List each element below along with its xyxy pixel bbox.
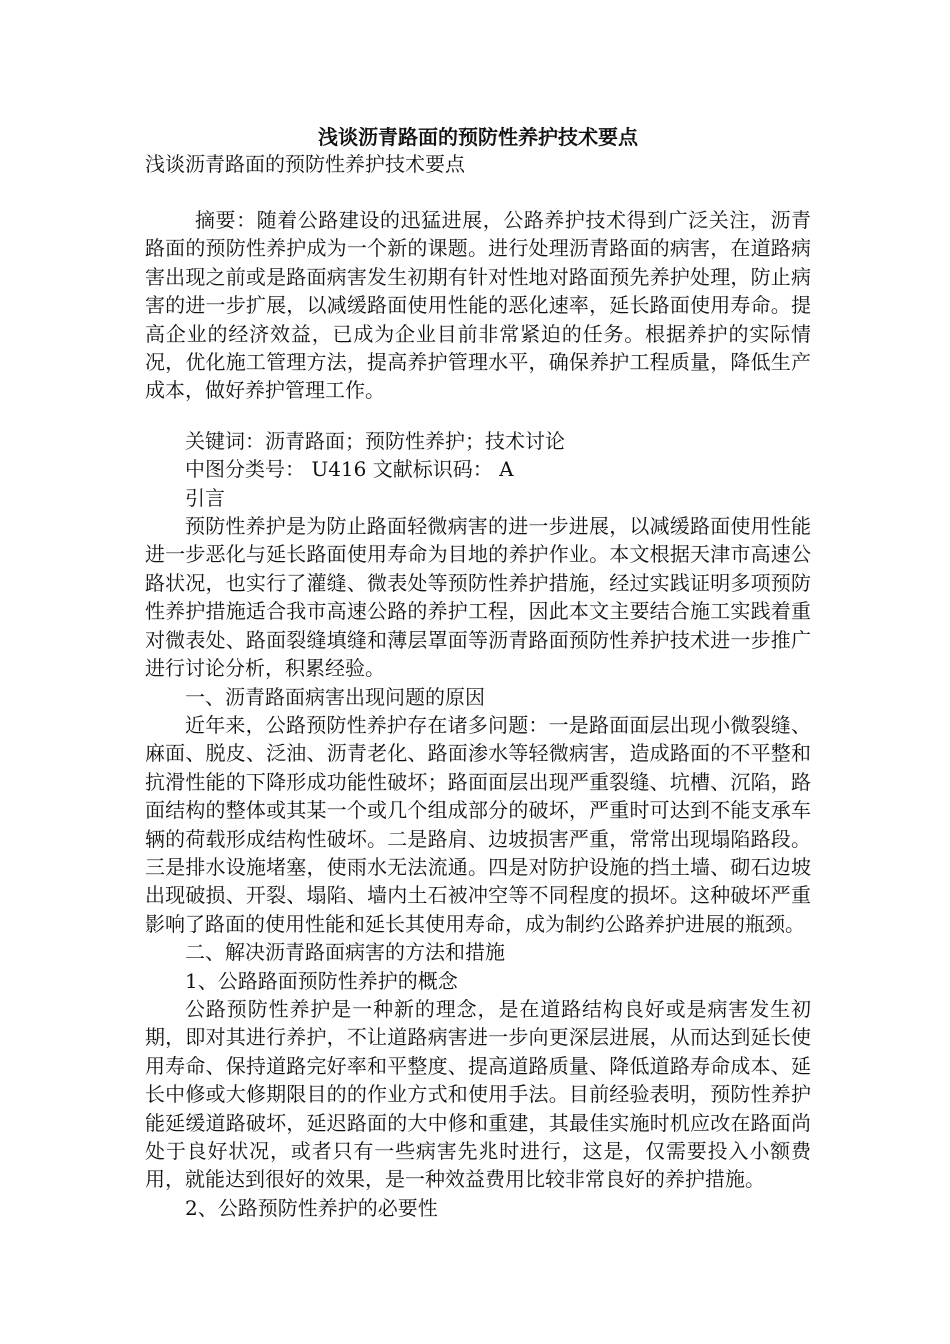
subsection-1-paragraph: 公路预防性养护是一种新的理念，是在道路结构良好或是病害发生初期，即对其进行养护，不让道路病害进一步向更深层进展，从而达到延长使用寿命、保持道路完好率和平整度、提高道路质量、降低道路寿命成本、延长中修或大修期限目的的作业方式和使用手法。目前经验表明，预防性养护能延缓道路破坏，延迟路面的大中修和重建，其最佳实施时机应改在路面尚处于良好状况，或者只有一些病害先兆时进行，这是，仅需要投入小额费用，就能达到很好的效果，是一种效益费用比较非常良好的养护措施。: [145, 996, 811, 1192]
document-title: 浅谈沥青路面的预防性养护技术要点: [318, 125, 638, 149]
document-page: [145, 124, 811, 1222]
subsection-2-heading: 2、公路预防性养护的必要性: [185, 1195, 438, 1220]
abstract-paragraph: 摘要：随着公路建设的迅猛进展，公路养护技术得到广泛关注，沥青路面的预防性养护成为一个新的课题。进行处理沥青路面的病害，在道路病害出现之前或是路面病害发生初期有针对性地对路面预先养护处理，防止病害的进一步扩展，以减缓路面使用性能的恶化速率，延长路面使用寿命。提高企业的经济效益，已成为企业目前非常紧迫的任务。根据养护的实际情况，优化施工管理方法，提高养护管理水平，确保养护工程质量，降低生产成本，做好养护管理工作。: [145, 208, 811, 403]
section-1-heading: 一、沥青路面病害出现问题的原因: [185, 684, 485, 709]
section-2-heading: 二、解决沥青路面病害的方法和措施: [185, 940, 505, 965]
classification-line: 中图分类号： U416 文献标识码： A: [185, 457, 514, 482]
intro-paragraph: 预防性养护是为防止路面轻微病害的进一步进展，以减缓路面使用性能进一步恶化与延长路面使用寿命为目地的养护作业。本文根据天津市高速公路状况，也实行了灌缝、微表处等预防性养护措施，经过实践证明多项预防性养护措施适合我市高速公路的养护工程，因此本文主要结合施工实践着重对微表处、路面裂缝填缝和薄层罩面等沥青路面预防性养护技术进一步推广进行讨论分析，积累经验。: [145, 514, 811, 681]
intro-heading: 引言: [185, 485, 225, 510]
subsection-1-heading: 1、公路路面预防性养护的概念: [185, 968, 458, 993]
blank-spacer: [145, 405, 811, 427]
section-1-paragraph: 近年来，公路预防性养护存在诸多问题：一是路面面层出现小微裂缝、麻面、脱皮、泛油、沥青老化、路面渗水等轻微病害，造成路面的不平整和抗滑性能的下降形成功能性破坏；路面面层出现严重裂缝、坑槽、沉陷，路面结构的整体或其某一个或几个组成部分的破坏，严重时可达到不能支承车辆的荷载形成结构性破坏。二是路肩、边坡损害严重，常常出现塌陷路段。三是排水设施堵塞，使雨水无法流通。四是对防护设施的挡土墙、砌石边坡出现破损、开裂、塌陷、墙内土石被冲空等不同程度的损坏。这种破坏严重影响了路面的使用性能和延长其使用寿命，成为制约公路养护进展的瓶颈。: [145, 712, 811, 936]
keywords-line: 关键词：沥青路面；预防性养护；技术讨论: [185, 428, 565, 453]
document-subtitle: 浅谈沥青路面的预防性养护技术要点: [145, 152, 465, 176]
